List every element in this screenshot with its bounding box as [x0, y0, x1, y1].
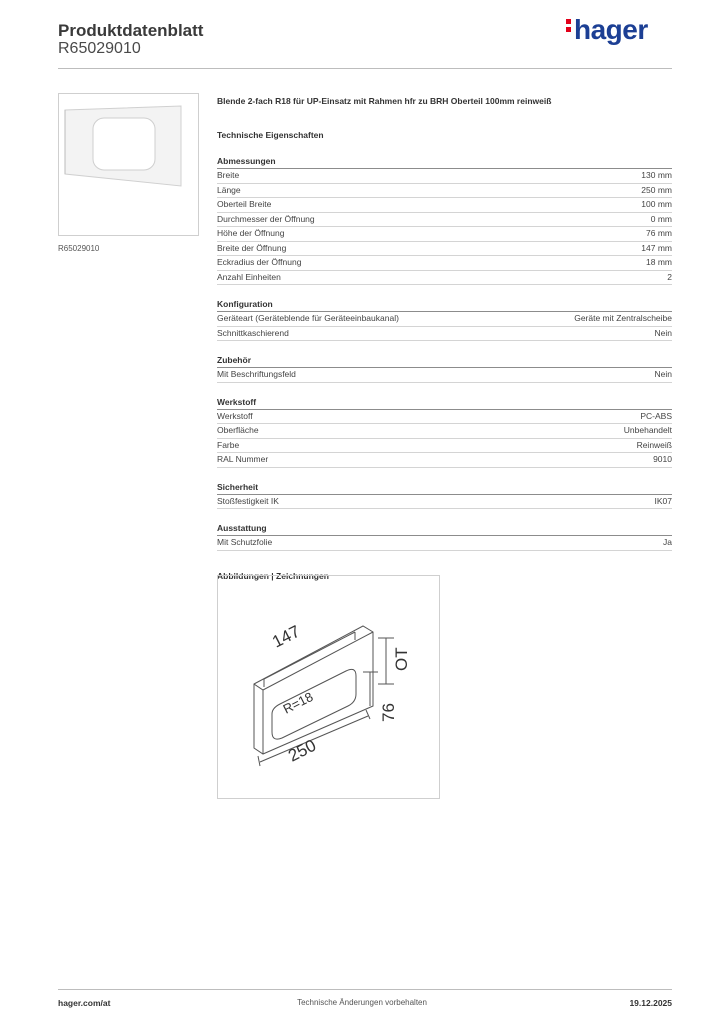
tech-properties-heading: Technische Eigenschaften: [217, 130, 324, 140]
product-number: R65029010: [58, 40, 141, 57]
footer-divider: [58, 989, 672, 990]
property-row: [217, 536, 672, 551]
property-value: Ja: [663, 537, 672, 547]
thumbnail-caption: R65029010: [58, 244, 100, 253]
property-label: Länge: [217, 184, 241, 195]
property-row: [217, 312, 672, 327]
property-value: Nein: [654, 327, 672, 338]
section-title: Konfiguration: [217, 299, 672, 312]
section-title: Abmessungen: [217, 156, 672, 169]
property-label: Höhe der Öffnung: [217, 228, 285, 238]
section-title: Zubehör: [217, 355, 672, 368]
property-row: [217, 424, 672, 439]
section-sicherheit: [217, 482, 672, 510]
property-value: 147 mm: [641, 242, 672, 253]
property-value: Geräte mit Zentralscheibe: [574, 313, 672, 323]
section-konfiguration: [217, 299, 672, 341]
product-photo-icon: [59, 94, 198, 235]
property-label: Stoßfestigkeit IK: [217, 495, 279, 506]
property-label: Oberfläche: [217, 425, 259, 435]
property-value: Nein: [654, 369, 672, 379]
property-row: [217, 198, 672, 213]
property-label: Schnittkaschierend: [217, 327, 289, 338]
property-label: Anzahl Einheiten: [217, 271, 281, 282]
figures-heading: Abbildungen | Zeichnungen: [217, 570, 329, 581]
property-row: [217, 368, 672, 383]
property-value: 18 mm: [646, 257, 672, 267]
section-werkstoff: [217, 397, 672, 468]
property-value: 76 mm: [646, 228, 672, 238]
property-value: 100 mm: [641, 199, 672, 209]
dimension-width-label: 147: [269, 621, 304, 652]
property-row: [217, 495, 672, 510]
property-value: 9010: [653, 454, 672, 464]
property-row: [217, 327, 672, 342]
dimension-drawing-icon: [218, 576, 439, 798]
property-row: [217, 256, 672, 271]
property-row: [217, 410, 672, 425]
footer-date: 19.12.2025: [629, 998, 672, 1008]
property-row: [217, 184, 672, 199]
property-label: Breite: [217, 170, 240, 180]
property-row: [217, 453, 672, 468]
property-label: RAL Nummer: [217, 454, 269, 464]
section-title: Werkstoff: [217, 397, 672, 410]
property-value: PC-ABS: [640, 410, 672, 421]
section-zubeh-r: [217, 355, 672, 383]
property-value: 2: [667, 271, 672, 282]
dimension-radius-label: R=18: [280, 689, 316, 717]
property-value: Reinweiß: [636, 439, 672, 450]
logo-text: hager: [574, 14, 648, 45]
footer-website: hager.com/at: [58, 998, 111, 1008]
logo-dots-icon: [566, 16, 572, 35]
section-title: Ausstattung: [217, 523, 672, 536]
property-value: Unbehandelt: [623, 425, 672, 435]
property-row: [217, 169, 672, 184]
page-title: Produktdatenblatt: [58, 21, 204, 40]
property-label: Geräteart (Geräteblende für Geräteeinbaukanal): [217, 313, 399, 323]
property-label: Oberteil Breite: [217, 199, 272, 209]
dimension-ot-label: OT: [392, 647, 411, 671]
property-value: 250 mm: [641, 184, 672, 195]
product-thumbnail: [58, 93, 199, 236]
property-row: [217, 271, 672, 286]
property-sections: [217, 156, 672, 551]
section-title: Sicherheit: [217, 482, 672, 495]
property-value: IK07: [654, 495, 672, 506]
property-label: Durchmesser der Öffnung: [217, 213, 315, 224]
hager-logo: [566, 14, 648, 46]
property-row: [217, 213, 672, 228]
section-abmessungen: [217, 156, 672, 285]
property-label: Werkstoff: [217, 410, 253, 421]
property-row: [217, 227, 672, 242]
technical-drawing: [217, 575, 440, 799]
property-label: Mit Schutzfolie: [217, 537, 273, 547]
property-label: Farbe: [217, 439, 240, 450]
footer-note: Technische Änderungen vorbehalten: [297, 998, 427, 1007]
property-value: 130 mm: [641, 170, 672, 180]
dimension-height-label: 76: [379, 703, 398, 722]
header-divider: [58, 68, 672, 69]
property-label: Breite der Öffnung: [217, 242, 287, 253]
product-title: Blende 2-fach R18 für UP-Einsatz mit Rahmen hfr zu BRH Oberteil 100mm reinweiß: [217, 96, 552, 106]
property-row: [217, 242, 672, 257]
property-row: [217, 439, 672, 454]
property-value: 0 mm: [650, 213, 672, 224]
property-label: Eckradius der Öffnung: [217, 257, 302, 267]
dimension-length-label: 250: [285, 735, 320, 766]
product-details: [217, 96, 672, 581]
section-ausstattung: [217, 523, 672, 551]
property-label: Mit Beschriftungsfeld: [217, 369, 296, 379]
